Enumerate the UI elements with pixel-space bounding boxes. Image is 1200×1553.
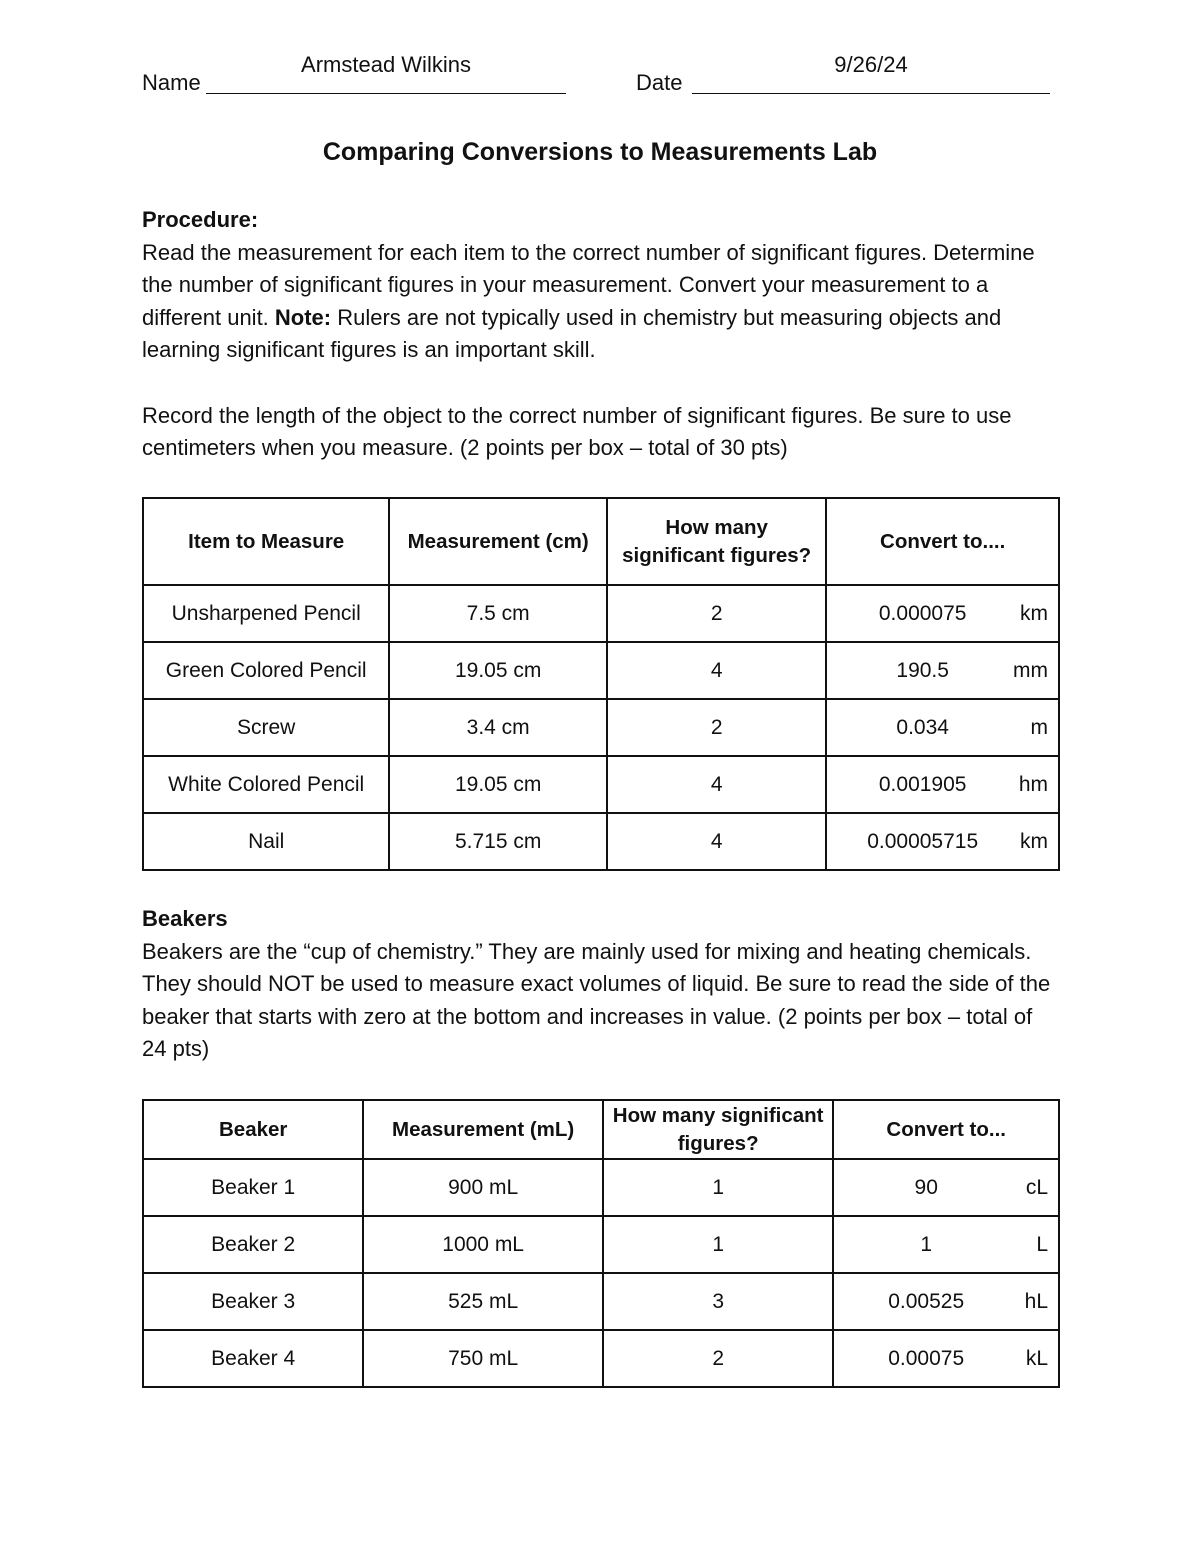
converted-unit: L bbox=[1036, 1232, 1048, 1256]
converted-unit: km bbox=[1020, 601, 1048, 625]
date-value: 9/26/24 bbox=[834, 52, 908, 77]
sigfigs-cell: 2 bbox=[603, 1330, 833, 1387]
converted-value: 0.00005715 bbox=[867, 829, 979, 853]
date-field bbox=[636, 50, 1060, 100]
measurement-cell: 19.05 cm bbox=[389, 642, 607, 699]
name-value: Armstead Wilkins bbox=[301, 52, 471, 77]
converted-value: 0.034 bbox=[896, 715, 949, 739]
item-cell: Screw bbox=[143, 699, 389, 756]
procedure-paragraph bbox=[142, 237, 1062, 367]
converted-unit: hm bbox=[1018, 772, 1048, 796]
col-header-convert: Convert to... bbox=[833, 1100, 1059, 1159]
beaker-cell: Beaker 3 bbox=[143, 1273, 363, 1330]
col-header-convert: Convert to.... bbox=[826, 498, 1059, 585]
beaker-table bbox=[142, 1099, 1060, 1388]
col-header-sigfigs: How many significant figures? bbox=[603, 1100, 833, 1159]
procedure-section bbox=[142, 204, 1062, 465]
sigfigs-cell: 3 bbox=[603, 1273, 833, 1330]
converted-value: 0.00525 bbox=[888, 1289, 965, 1313]
converted-value: 90 bbox=[914, 1175, 938, 1199]
col-header-measurement: Measurement (cm) bbox=[389, 498, 607, 585]
table-row bbox=[143, 642, 1059, 699]
convert-cell bbox=[833, 1159, 1059, 1216]
converted-value: 1 bbox=[920, 1232, 933, 1256]
date-label: Date bbox=[636, 70, 683, 95]
table-header-row bbox=[143, 1100, 1059, 1159]
date-line bbox=[692, 93, 1050, 94]
measurement-table bbox=[142, 497, 1060, 871]
measurement-cell: 900 mL bbox=[363, 1159, 603, 1216]
table-row bbox=[143, 699, 1059, 756]
name-field bbox=[142, 50, 572, 100]
table-row bbox=[143, 585, 1059, 642]
header-fields bbox=[142, 50, 1060, 100]
note-label: Note: bbox=[274, 304, 332, 330]
col-header-item: Item to Measure bbox=[143, 498, 389, 585]
item-cell: Nail bbox=[143, 813, 389, 870]
converted-value: 0.00075 bbox=[888, 1346, 965, 1370]
beaker-cell: Beaker 2 bbox=[143, 1216, 363, 1273]
beakers-paragraph: Beakers are the “cup of chemistry.” They are mainly used for mixing and heating chemicals. They should NOT be used to measure exact volumes of liquid. Be sure to read the side of the beaker that starts with zero at the bottom and increases in value. (2 points per box – total of 24 pts) bbox=[142, 938, 1051, 1062]
measurement-cell: 7.5 cm bbox=[389, 585, 607, 642]
converted-unit: mm bbox=[1013, 658, 1048, 682]
procedure-text-b: Rulers are not typically used in chemistry but measuring objects and learning significant figures is an important skill. bbox=[142, 304, 1002, 363]
convert-cell bbox=[833, 1216, 1059, 1273]
item-cell: White Colored Pencil bbox=[143, 756, 389, 813]
convert-cell bbox=[833, 1330, 1059, 1387]
sigfigs-cell: 4 bbox=[607, 813, 826, 870]
beakers-heading: Beakers bbox=[142, 906, 228, 931]
item-cell: Green Colored Pencil bbox=[143, 642, 389, 699]
sigfigs-cell: 4 bbox=[607, 756, 826, 813]
table-header-row bbox=[143, 498, 1059, 585]
beaker-cell: Beaker 4 bbox=[143, 1330, 363, 1387]
measurement-cell: 750 mL bbox=[363, 1330, 603, 1387]
sigfigs-cell: 2 bbox=[607, 699, 826, 756]
table-row bbox=[143, 756, 1059, 813]
table-row bbox=[143, 813, 1059, 870]
beaker-cell: Beaker 1 bbox=[143, 1159, 363, 1216]
sigfigs-cell: 4 bbox=[607, 642, 826, 699]
converted-value: 0.001905 bbox=[878, 772, 967, 796]
converted-value: 190.5 bbox=[896, 658, 949, 682]
converted-unit: hL bbox=[1024, 1289, 1048, 1313]
page-title: Comparing Conversions to Measurements Lab bbox=[322, 138, 878, 166]
measurement-cell: 1000 mL bbox=[363, 1216, 603, 1273]
record-instructions: Record the length of the object to the correct number of significant figures. Be sure to use centimeters when you measure. (2 points per box – total of 30 pts) bbox=[142, 402, 1012, 461]
measurement-cell: 525 mL bbox=[363, 1273, 603, 1330]
procedure-text-a: Read the measurement for each item to the correct number of significant figures. Determine the number of significant figures in your measurement. Convert your measurement to a different unit. bbox=[142, 239, 1035, 330]
converted-unit: m bbox=[1030, 715, 1048, 739]
convert-cell bbox=[826, 642, 1059, 699]
converted-unit: cL bbox=[1025, 1175, 1048, 1199]
convert-cell bbox=[826, 756, 1059, 813]
col-header-measurement: Measurement (mL) bbox=[363, 1100, 603, 1159]
name-line bbox=[206, 93, 566, 94]
sigfigs-cell: 2 bbox=[607, 585, 826, 642]
measurement-cell: 5.715 cm bbox=[389, 813, 607, 870]
table-row bbox=[143, 1273, 1059, 1330]
sigfigs-cell: 1 bbox=[603, 1159, 833, 1216]
converted-unit: km bbox=[1020, 829, 1048, 853]
convert-cell bbox=[826, 585, 1059, 642]
table-row bbox=[143, 1216, 1059, 1273]
measurement-cell: 3.4 cm bbox=[389, 699, 607, 756]
convert-cell bbox=[833, 1273, 1059, 1330]
item-cell: Unsharpened Pencil bbox=[143, 585, 389, 642]
convert-cell bbox=[826, 699, 1059, 756]
sigfigs-cell: 1 bbox=[603, 1216, 833, 1273]
beakers-section bbox=[142, 903, 1062, 1066]
table-row bbox=[143, 1330, 1059, 1387]
table-row bbox=[143, 1159, 1059, 1216]
col-header-sigfigs: How many significant figures? bbox=[607, 498, 826, 585]
measurement-cell: 19.05 cm bbox=[389, 756, 607, 813]
converted-unit: kL bbox=[1025, 1346, 1048, 1370]
converted-value: 0.000075 bbox=[878, 601, 967, 625]
col-header-beaker: Beaker bbox=[143, 1100, 363, 1159]
convert-cell bbox=[826, 813, 1059, 870]
name-label: Name bbox=[142, 70, 201, 95]
procedure-heading: Procedure: bbox=[142, 207, 259, 232]
